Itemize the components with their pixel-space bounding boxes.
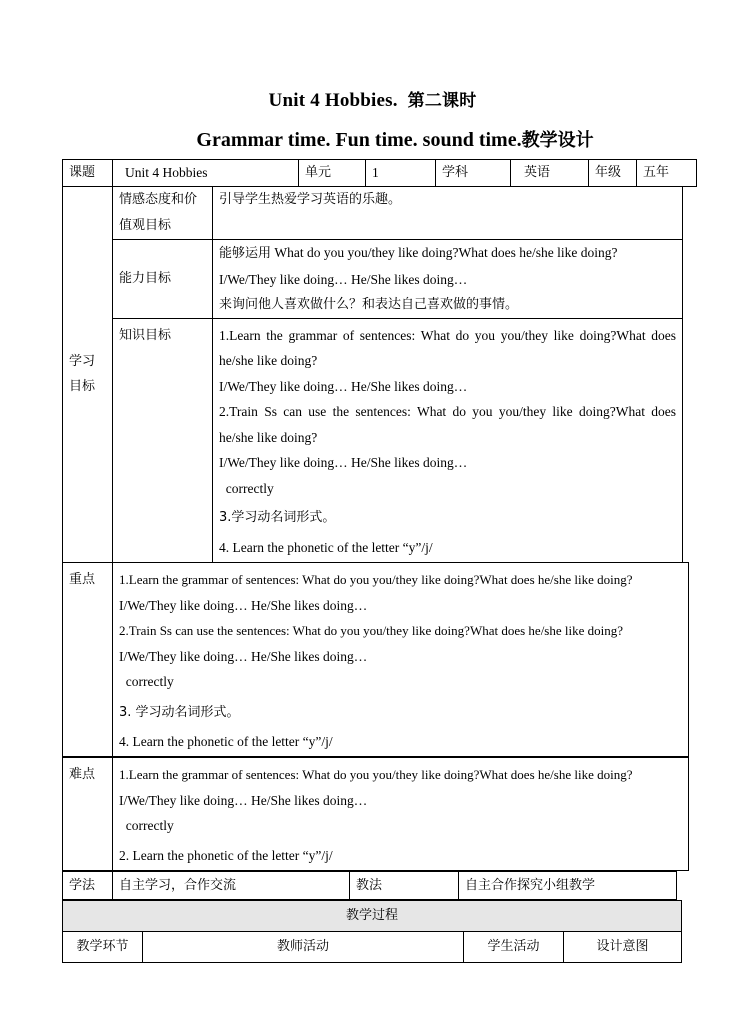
header-key-unit: 单元: [299, 160, 366, 187]
difficult-points-text: [113, 758, 689, 871]
knowledge-line1: 1.Learn the grammar of sentences: What do you you/they like doing?What does: [219, 327, 676, 343]
header-key-subject: 学科: [436, 160, 511, 187]
difficult-line1: 1.Learn the grammar of sentences: What do you you/they like doing?What does he/she like doing?: [119, 767, 633, 782]
ability-line1-en: What do you you/they like doing?What does he/she like doing?: [271, 245, 618, 260]
header-table: [62, 159, 697, 187]
knowledge-line7: correctly: [219, 480, 274, 496]
knowledge-goal-text: [213, 318, 683, 562]
header-key-topic: 课题: [63, 160, 113, 187]
ability-line3: 来询问他人喜欢做什么？和表达自己喜欢做的事情。: [219, 297, 519, 312]
goals-label-line1: 学习: [69, 353, 96, 369]
title-line-2-cn: 教学设计: [521, 130, 594, 151]
difficult-line3: correctly: [119, 818, 174, 833]
key-line6: [119, 699, 682, 726]
key-line2: I/We/They like doing… He/She likes doing…: [119, 597, 368, 613]
methods-key-study: 学法: [63, 872, 113, 900]
process-col-teacher: 教师活动: [143, 932, 464, 963]
knowledge-goal-label-text: 知识目标: [119, 327, 172, 343]
difficult-line4: 2. Learn the phonetic of the letter “y”/j/: [119, 847, 333, 863]
goals-label: [63, 187, 113, 563]
title-line-1-cn: 第二课时: [407, 91, 477, 111]
goals-table: [62, 186, 683, 563]
knowledge-line5: he/she like doing?: [219, 429, 318, 445]
key-line5: correctly: [119, 674, 174, 689]
goals-label-line2: 目标: [69, 379, 96, 395]
process-col-student: 学生活动: [464, 932, 564, 963]
header-key-grade: 年级: [589, 160, 637, 187]
process-title: 教学过程: [63, 901, 682, 932]
key-line7: 4. Learn the phonetic of the letter “y”/j/: [119, 734, 333, 749]
header-value-topic: Unit 4 Hobbies: [113, 160, 299, 187]
emotion-goal-text: 引导学生热爱学习英语的乐趣。: [213, 187, 683, 240]
emotion-goal-label-line2: 值观目标: [119, 217, 172, 233]
knowledge-line9: 4. Learn the phonetic of the letter “y”/j/: [219, 539, 433, 555]
header-value-subject: 英语: [511, 160, 589, 187]
methods-key-teach: 教法: [350, 872, 459, 900]
process-table: [62, 900, 682, 963]
title-line-1-en: Unit 4 Hobbies.: [268, 90, 398, 111]
knowledge-goal-label: [113, 318, 213, 562]
title-line-2-en: Grammar time. Fun time. sound time.: [196, 129, 522, 151]
header-value-unit: 1: [366, 160, 436, 187]
key-points-label: 重点: [63, 563, 113, 757]
key-line1: 1.Learn the grammar of sentences: What do you you/they like doing?What does he/she like doing?: [119, 572, 633, 587]
process-col-stage: 教学环节: [63, 932, 143, 963]
key-line6-text: 3. 学习动名词形式。: [119, 704, 240, 720]
header-value-grade: 五年: [637, 160, 697, 187]
knowledge-line2: he/she like doing?: [219, 353, 318, 368]
ability-goal-label: 能力目标: [113, 240, 213, 319]
methods-value-study: 自主学习，合作交流: [113, 872, 350, 900]
knowledge-line4: 2.Train Ss can use the sentences: What do you you/they like doing?What does: [219, 404, 676, 419]
ability-line2: I/We/They like doing… He/She likes doing…: [219, 271, 468, 287]
methods-value-teach: 自主合作探究小组教学: [459, 872, 677, 900]
knowledge-line8: 3.学习动名词形式。: [219, 510, 336, 525]
key-points-table: [62, 562, 689, 757]
difficult-points-table: [62, 757, 689, 871]
difficult-points-label: 难点: [63, 758, 113, 871]
emotion-goal-label-line1: 情感态度和价: [119, 192, 198, 207]
difficult-line2: I/We/They like doing… He/She likes doing…: [119, 792, 368, 808]
key-line3: 2.Train Ss can use the sentences: What do you you/they like doing?What does he/she like doing?: [119, 623, 624, 638]
key-line4: I/We/They like doing… He/She likes doing…: [119, 648, 368, 664]
methods-table: [62, 871, 677, 900]
ability-goal-text: [213, 240, 683, 319]
knowledge-line6: I/We/They like doing… He/She likes doing…: [219, 455, 468, 470]
title-line-2: [0, 126, 745, 152]
process-col-intent: 设计意图: [564, 932, 682, 963]
ability-line1-cn: 能够运用: [219, 246, 272, 261]
title-line-1: [0, 86, 745, 112]
emotion-goal-label: [113, 187, 213, 240]
key-points-text: [113, 563, 689, 757]
knowledge-line3: I/We/They like doing… He/She likes doing…: [219, 378, 468, 394]
